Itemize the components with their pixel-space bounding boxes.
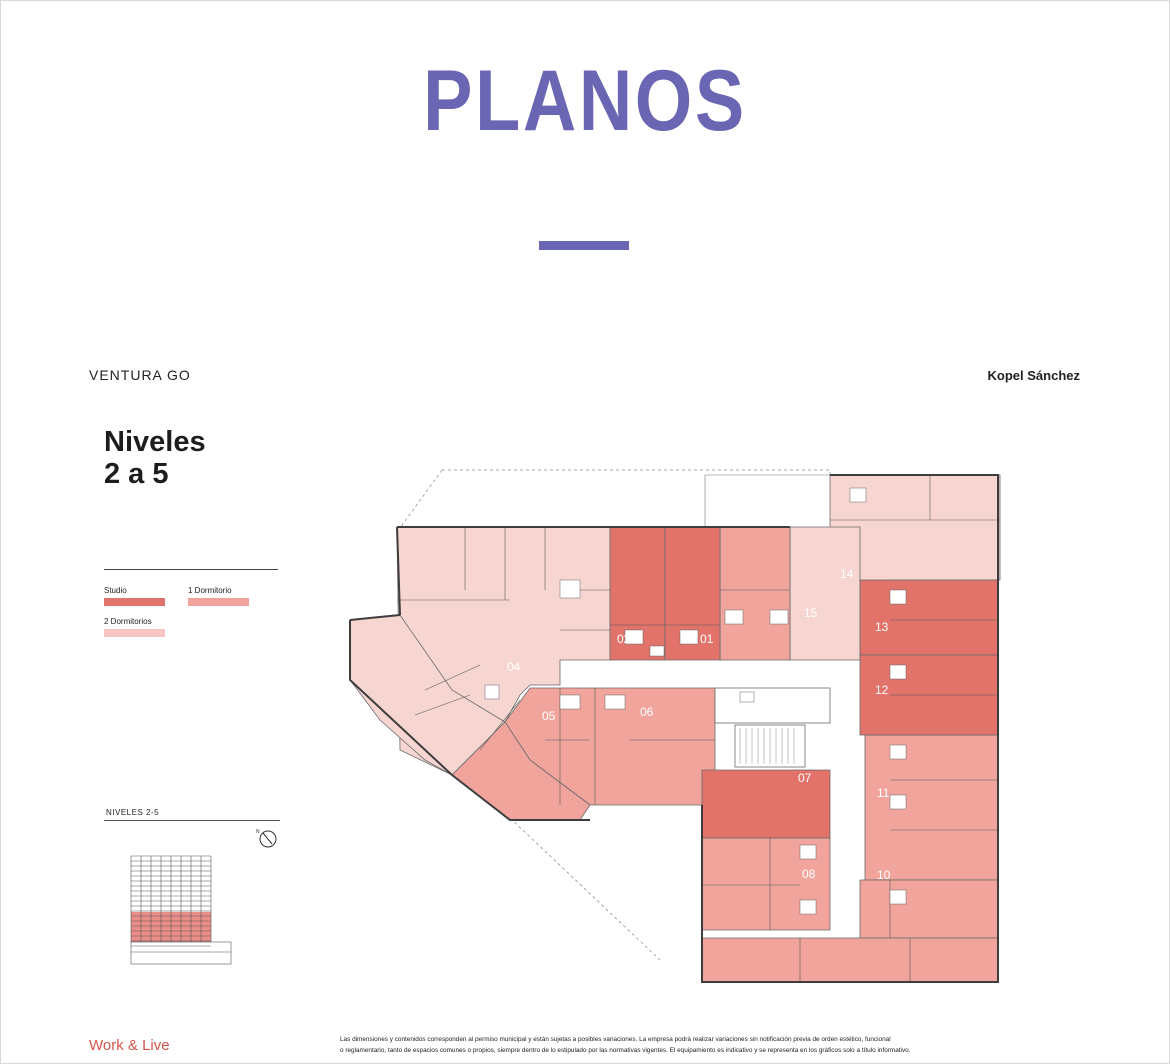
disclaimer-line-2: o reglamentario, tanto de espacios comunes o propios, siempre dentro de lo estipulado por las normativas vigentes. El equipamiento es indicativo y se representa en los gráficos solo a título informativo. bbox=[340, 1047, 911, 1054]
mini-elevation-title: NIVELES 2-5 bbox=[106, 808, 160, 817]
elevator-core bbox=[715, 688, 830, 723]
title-divider bbox=[539, 241, 629, 250]
levels-heading bbox=[104, 426, 206, 490]
legend-rule bbox=[104, 569, 278, 570]
unit-number-06: 06 bbox=[640, 705, 654, 719]
unit-number-12: 12 bbox=[875, 683, 889, 697]
property-line bbox=[510, 818, 660, 960]
unit-number-14: 14 bbox=[840, 567, 854, 581]
legend-swatch-2-dormitorios bbox=[104, 629, 165, 637]
legal-disclaimer bbox=[340, 1034, 1020, 1056]
unit-number-08: 08 bbox=[802, 867, 816, 881]
floor-plan bbox=[330, 460, 1002, 988]
unit-number-09: 09 bbox=[840, 914, 854, 928]
unit-15-b[interactable] bbox=[720, 527, 790, 660]
unit-09[interactable] bbox=[702, 938, 998, 982]
levels-heading-line2: 2 a 5 bbox=[104, 458, 169, 490]
unit-number-13: 13 bbox=[875, 620, 889, 634]
mini-elevation-rule bbox=[104, 820, 280, 821]
unit-number-01: 01 bbox=[700, 632, 714, 646]
unit-number-02: 02 bbox=[617, 632, 631, 646]
unit-number-11: 11 bbox=[877, 786, 890, 800]
unit-number-07: 07 bbox=[798, 771, 812, 785]
svg-text:N: N bbox=[256, 829, 260, 835]
property-line bbox=[400, 470, 442, 528]
disclaimer-line-1: Las dimensiones y contenidos corresponden al permiso municipal y están sujetas a posibles variaciones. La empresa podrá realizar variaciones sin notificación previa de orden estético, funcional bbox=[340, 1036, 891, 1043]
work-and-live-logo: Work & Live bbox=[89, 1037, 170, 1054]
page-title: PLANOS bbox=[423, 53, 747, 149]
unit-number-15: 15 bbox=[804, 606, 818, 620]
unit-number-10: 10 bbox=[877, 868, 891, 882]
legend-label-2-dormitorios: 2 Dormitorios bbox=[104, 617, 152, 626]
unit-number-05: 05 bbox=[542, 709, 556, 723]
legend-label-studio: Studio bbox=[104, 586, 127, 595]
unit-13[interactable] bbox=[860, 580, 998, 655]
legend-label-1-dormitorio: 1 Dormitorio bbox=[188, 586, 232, 595]
unit-10-11[interactable] bbox=[865, 735, 998, 880]
kopel-sanchez-logo: Kopel Sánchez bbox=[987, 368, 1080, 383]
building-elevation-diagram bbox=[128, 852, 234, 968]
north-arrow-icon bbox=[254, 826, 280, 850]
legend-swatch-1-dormitorio bbox=[188, 598, 249, 606]
ventura-go-logo: VENTURA GO bbox=[89, 367, 191, 383]
levels-heading-line1: Niveles bbox=[104, 426, 206, 458]
unit-10-south[interactable] bbox=[860, 880, 998, 938]
legend-swatch-studio bbox=[104, 598, 165, 606]
unit-number-04: 04 bbox=[507, 660, 521, 674]
unit-15[interactable] bbox=[790, 527, 860, 660]
